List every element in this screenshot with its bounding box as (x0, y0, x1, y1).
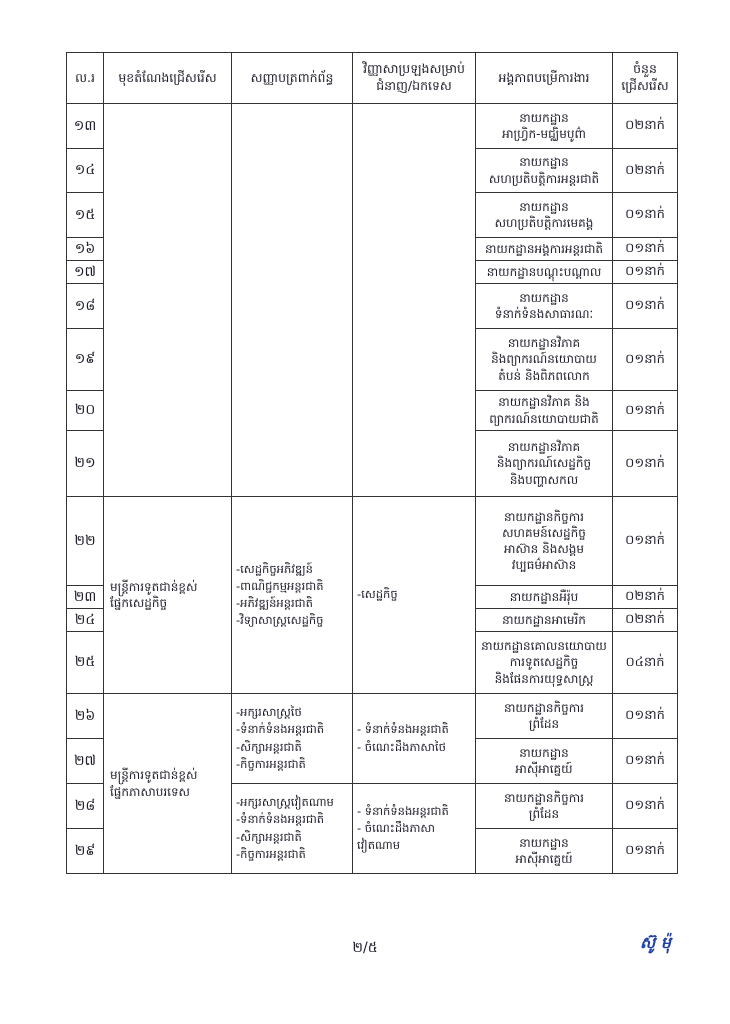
unit-cell: នាយកដ្ឋានកិច្ចការ សហគមន៍សេដ្ឋកិច្ច អាស៊ាន និងសង្គម វប្បធម៌អាស៊ាន (476, 497, 613, 586)
unit-cell: នាយកដ្ឋាន សហប្រតិបត្តិការអន្តរជាតិ (476, 149, 613, 193)
header-amount: ចំនួន ជ្រើសរើស (613, 53, 678, 104)
table-row (67, 497, 678, 586)
unit-cell: នាយកដ្ឋាន ទំនាក់ទំនងសាធារណៈ (476, 284, 613, 329)
initials-mark: ស៊ូ ម៉ុ (640, 933, 671, 952)
row-number: ២៧ (67, 739, 104, 784)
unit-cell: នាយកដ្ឋានវិភាគ និងព្យាករណ៍នយោបាយ តំបន់ និងពិភពលោក (476, 329, 613, 391)
unit-cell: នាយកដ្ឋានកិច្ចការ ព្រំដែន (476, 694, 613, 739)
amount-cell: ០១នាក់ (613, 694, 678, 739)
row-number: ២០ (67, 391, 104, 431)
amount-cell: ០២នាក់ (613, 609, 678, 632)
unit-cell: នាយកដ្ឋានគោលនយោបាយ ការទូតសេដ្ឋកិច្ច និងផែនការយុទ្ធសាស្ត្រ (476, 632, 613, 694)
unit-cell: នាយកដ្ឋាន អាស៊ីអាគ្នេយ៍ (476, 739, 613, 784)
row-number: ១៤ (67, 149, 104, 193)
header-degree: សញ្ញាបត្រពាក់ព័ន្ធ (232, 53, 353, 104)
amount-cell: ០១នាក់ (613, 497, 678, 586)
unit-cell: នាយកដ្ឋាន សហប្រតិបត្តិការមេគង្គ (476, 193, 613, 238)
amount-cell: ០១នាក់ (613, 238, 678, 261)
row-number: ២៤ (67, 609, 104, 632)
unit-cell: នាយកដ្ឋានវិភាគ និង ព្យាករណ៍នយោបាយជាតិ (476, 391, 613, 431)
subject-vietnamese: - ទំនាក់ទំនងអន្តរជាតិ - ចំណេះដឹងភាសា វៀតណាម (353, 784, 476, 874)
amount-cell: ០២នាក់ (613, 104, 678, 149)
amount-cell: ០១នាក់ (613, 784, 678, 829)
row-number: ១៣ (67, 104, 104, 149)
position-cell (104, 104, 232, 497)
row-number: ១៦ (67, 238, 104, 261)
degree-vietnamese: -អក្សរសាស្ត្រវៀតណាម -ទំនាក់ទំនងអន្តរជាតិ -សិក្សាអន្តរជាតិ -កិច្ចការអន្តរជាតិ (232, 784, 353, 874)
unit-cell: នាយកដ្ឋានបណ្ដុះបណ្ដាល (476, 261, 613, 284)
row-number: ១៧ (67, 261, 104, 284)
position-econ: មន្ត្រីការទូតជាន់ខ្ពស់ ផ្នែកសេដ្ឋកិច្ច (104, 497, 232, 694)
header-position: មុខតំណែងជ្រើសរើស (104, 53, 232, 104)
amount-cell: ០១នាក់ (613, 329, 678, 391)
table-header-row (67, 53, 678, 104)
row-number: ២១ (67, 431, 104, 497)
amount-cell: ០១នាក់ (613, 284, 678, 329)
amount-cell: ០១នាក់ (613, 739, 678, 784)
row-number: ១៩ (67, 329, 104, 391)
recruitment-table (66, 52, 678, 874)
degree-econ: -សេដ្ឋកិច្ចអភិវឌ្ឍន៍ -ពាណិជ្ជកម្មអន្តរជាតិ -អភិវឌ្ឍន៍អន្តរជាតិ -វិទ្យាសាស្ត្រសេដ្ឋកិច្ច (232, 497, 353, 694)
table-row (67, 694, 678, 739)
amount-cell: ០១នាក់ (613, 829, 678, 874)
unit-cell: នាយកដ្ឋានអង្គការអន្តរជាតិ (476, 238, 613, 261)
row-number: ២៦ (67, 694, 104, 739)
amount-cell: ០១នាក់ (613, 391, 678, 431)
subject-econ: -សេដ្ឋកិច្ច (353, 497, 476, 694)
degree-thai: -អក្សរសាស្ត្រថៃ -ទំនាក់ទំនងអន្តរជាតិ -សិក្សាអន្តរជាតិ -កិច្ចការអន្តរជាតិ (232, 694, 353, 784)
position-language: មន្ត្រីការទូតជាន់ខ្ពស់ ផ្នែកភាសាបរទេស (104, 694, 232, 874)
amount-cell: ០២នាក់ (613, 149, 678, 193)
row-number: ១៥ (67, 193, 104, 238)
unit-cell: នាយកដ្ឋានអឺរ៉ុប (476, 586, 613, 609)
unit-cell: នាយកដ្ឋាន អាហ្វ្រិក-មជ្ឈិមបូព៌ា (476, 104, 613, 149)
amount-cell: ០១នាក់ (613, 261, 678, 284)
header-subject: វិញ្ញាសាប្រឡងសម្រាប់ ជំនាញ/ឯកទេស (353, 53, 476, 104)
row-number: ១៨ (67, 284, 104, 329)
subject-cell (353, 104, 476, 497)
degree-cell (232, 104, 353, 497)
unit-cell: នាយកដ្ឋានអាមេរិក (476, 609, 613, 632)
row-number: ២៩ (67, 829, 104, 874)
amount-cell: ០១នាក់ (613, 431, 678, 497)
header-unit: អង្គភាពបម្រើការងារ (476, 53, 613, 104)
unit-cell: នាយកដ្ឋាន អាស៊ីអាគ្នេយ៍ (476, 829, 613, 874)
header-no: ល.រ (67, 53, 104, 104)
row-number: ២៥ (67, 632, 104, 694)
unit-cell: នាយកដ្ឋានវិភាគ និងព្យាករណ៍សេដ្ឋកិច្ច និងបញ្ហាសកល (476, 431, 613, 497)
row-number: ២៣ (67, 586, 104, 609)
page-number: ២/៥ (352, 940, 378, 956)
unit-cell: នាយកដ្ឋានកិច្ចការ ព្រំដែន (476, 784, 613, 829)
amount-cell: ០៤នាក់ (613, 632, 678, 694)
table-row (67, 104, 678, 149)
row-number: ២២ (67, 497, 104, 586)
row-number: ២៨ (67, 784, 104, 829)
subject-thai: - ទំនាក់ទំនងអន្តរជាតិ - ចំណេះដឹងភាសាថៃ (353, 694, 476, 784)
amount-cell: ០១នាក់ (613, 193, 678, 238)
amount-cell: ០២នាក់ (613, 586, 678, 609)
